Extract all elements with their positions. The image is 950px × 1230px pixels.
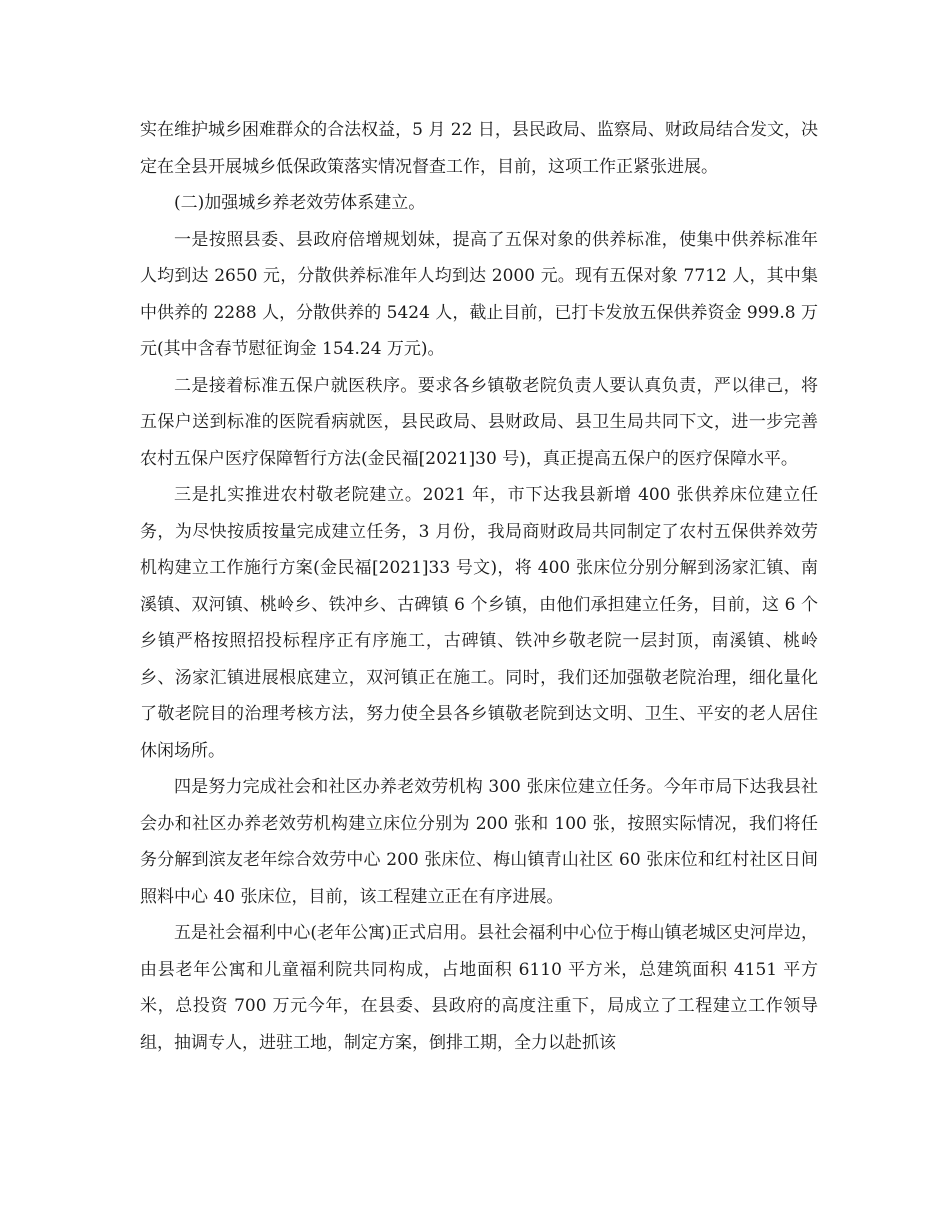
section-heading: (二)加强城乡养老效劳体系建立。 xyxy=(174,193,426,213)
paragraph-4: 三是扎实推进农村敬老院建立。2021 年，市下达我县新增 400 张供养床位建立任务，为尽快按质按量完成建立任务，3 月份，我局商财政局共同制定了农村五保供养效劳机构建立工作施行方案(金民福[2021]33 号文)，将 400 张床位分别分解到汤家汇镇、南溪镇、双河镇、桃岭乡、铁冲乡、古碑镇 6 个乡镇，由他们承担建立任务，目前，这 6 个乡镇严格按照招投标程序正有序施工，古碑镇、铁冲乡敬老院一层封顶，南溪镇、桃岭乡、汤家汇镇进展根底建立，双河镇正在施工。同时，我们还加强敬老院治理，细化量化了敬老院目的治理考核方法，努力使全县各乡镇敬老院到达文明、卫生、平安的老人居住休闲场所。 xyxy=(140,485,818,761)
document-body xyxy=(140,112,818,1061)
paragraph-3: 二是接着标准五保户就医秩序。要求各乡镇敬老院负责人要认真负责，严以律己，将五保户送到标准的医院看病就医，县民政局、县财政局、县卫生局共同下文，进一步完善农村五保户医疗保障暂行方法(金民福[2021]30 号)，真正提高五保户的医疗保障水平。 xyxy=(140,375,818,469)
paragraph-2: 一是按照县委、县政府倍增规划妹，提高了五保对象的供养标准，使集中供养标准年人均到达 2650 元，分散供养标准年人均到达 2000 元。现有五保对象 7712 人，其中集中供养的 2288 人，分散供养的 5424 人，截止目前，已打卡发放五保供养资金 999.8 万元(其中含春节慰征询金 154.24 万元)。 xyxy=(140,229,818,359)
paragraph-6: 五是社会福利中心(老年公寓)正式启用。县社会福利中心位于梅山镇老城区史河岸边，由县老年公寓和儿童福利院共同构成，占地面积 6110 平方米，总建筑面积 4151 平方米，总投资 700 万元今年，在县委、县政府的高度注重下，局成立了工程建立工作领导组，抽调专人，进驻工地，制定方案，倒排工期，全力以赴抓该 xyxy=(140,923,818,1053)
paragraph-5: 四是努力完成社会和社区办养老效劳机构 300 张床位建立任务。今年市局下达我县社会办和社区办养老效劳机构建立床位分别为 200 张和 100 张，按照实际情况，我们将任务分解到滨友老年综合效劳中心 200 张床位、梅山镇青山社区 60 张床位和红村社区日间照料中心 40 张床位，目前，该工程建立正在有序进展。 xyxy=(140,777,818,907)
paragraph-1: 实在维护城乡困难群众的合法权益，5 月 22 日，县民政局、监察局、财政局结合发文，决定在全县开展城乡低保政策落实情况督查工作，目前，这项工作正紧张进展。 xyxy=(140,120,818,177)
